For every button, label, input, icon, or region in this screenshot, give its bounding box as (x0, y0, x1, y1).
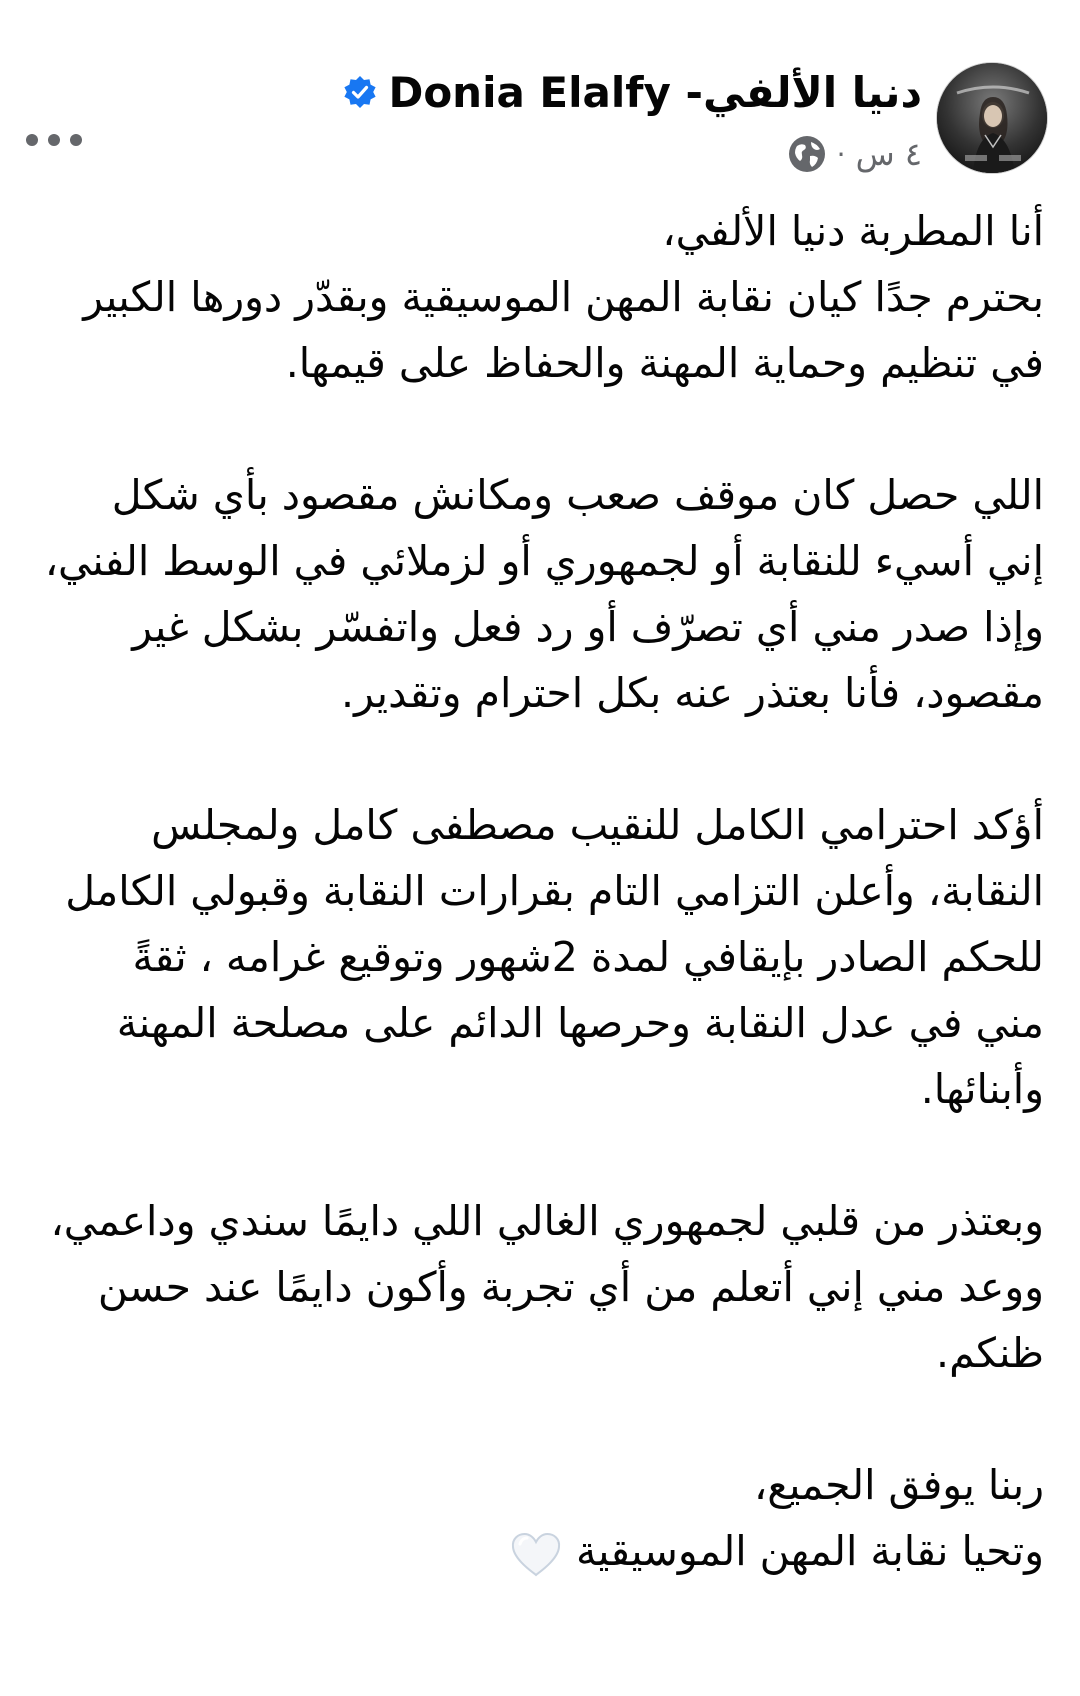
author-name[interactable]: دنيا الألفي- Donia Elalfy (388, 67, 922, 117)
post-line: أنا المطربة دنيا الألفي، (662, 207, 1044, 255)
post-line: اللي حصل كان موقف صعب ومكانش مقصود بأي شكل (111, 471, 1044, 519)
verified-badge-icon (342, 74, 378, 110)
post-line: ووعد مني إني أتعلم من أي تجربة وأكون دايمًا عند حسن (97, 1263, 1044, 1311)
post-meta (787, 132, 922, 176)
post-line-with-heart (32, 1518, 1044, 1584)
paragraph (32, 1188, 1044, 1386)
avatar[interactable] (936, 62, 1048, 174)
post-line: مني في عدل النقابة وحرصها الدائم على مصلحة المهنة (116, 999, 1044, 1047)
paragraph (32, 792, 1044, 1122)
post-line: للحكم الصادر بإيقافي لمدة 2شهور وتوقيع غرامه ، ثقةً (132, 933, 1044, 981)
post-line: وتحيا نقابة المهن الموسيقية (576, 1527, 1044, 1575)
post-line: في تنظيم وحماية المهنة والحفاظ على قيمها. (285, 339, 1044, 387)
more-dot (70, 134, 82, 146)
post-line: وإذا صدر مني أي تصرّف أو رد فعل واتفسّر بشكل غير (132, 603, 1044, 651)
paragraph-gap (32, 726, 1044, 792)
post-body (32, 198, 1044, 1584)
post-line: ربنا يوفق الجميع، (753, 1461, 1044, 1509)
post-line: أؤكد احترامي الكامل للنقيب مصطفى كامل ولمجلس (151, 801, 1044, 849)
post-header (0, 58, 1080, 188)
post-time[interactable]: ٤ س (855, 135, 922, 173)
paragraph (32, 462, 1044, 726)
avatar-photo (937, 63, 1048, 174)
post-line: مقصود، فأنا بعتذر عنه بكل احترام وتقدير. (341, 669, 1044, 717)
paragraph-gap (32, 1122, 1044, 1188)
paragraph-gap (32, 1386, 1044, 1452)
paragraph (32, 198, 1044, 396)
paragraph-gap (32, 396, 1044, 462)
more-dot (48, 134, 60, 146)
white-heart-icon (510, 1531, 562, 1577)
paragraph (32, 1452, 1044, 1584)
post-line: وبعتذر من قلبي لجمهوري الغالي اللي دايمًا سندي وداعمي، (50, 1197, 1044, 1245)
post-line: وأبنائها. (920, 1065, 1044, 1113)
author-row (342, 62, 922, 122)
post-line: إني أسيء للنقابة أو لجمهوري أو لزملائي في الوسط الفني، (44, 537, 1044, 585)
meta-separator: · (836, 137, 846, 171)
post-line: النقابة، وأعلن التزامي التام بقرارات النقابة وقبولي الكامل (65, 867, 1044, 915)
post-line: بحترم جدًا كيان نقابة المهن الموسيقية وبقدّر دورها الكبير (83, 273, 1044, 321)
more-dot (26, 134, 38, 146)
globe-icon[interactable] (787, 134, 827, 174)
more-options-icon[interactable] (26, 128, 82, 152)
post-line: ظنكم. (936, 1329, 1044, 1377)
